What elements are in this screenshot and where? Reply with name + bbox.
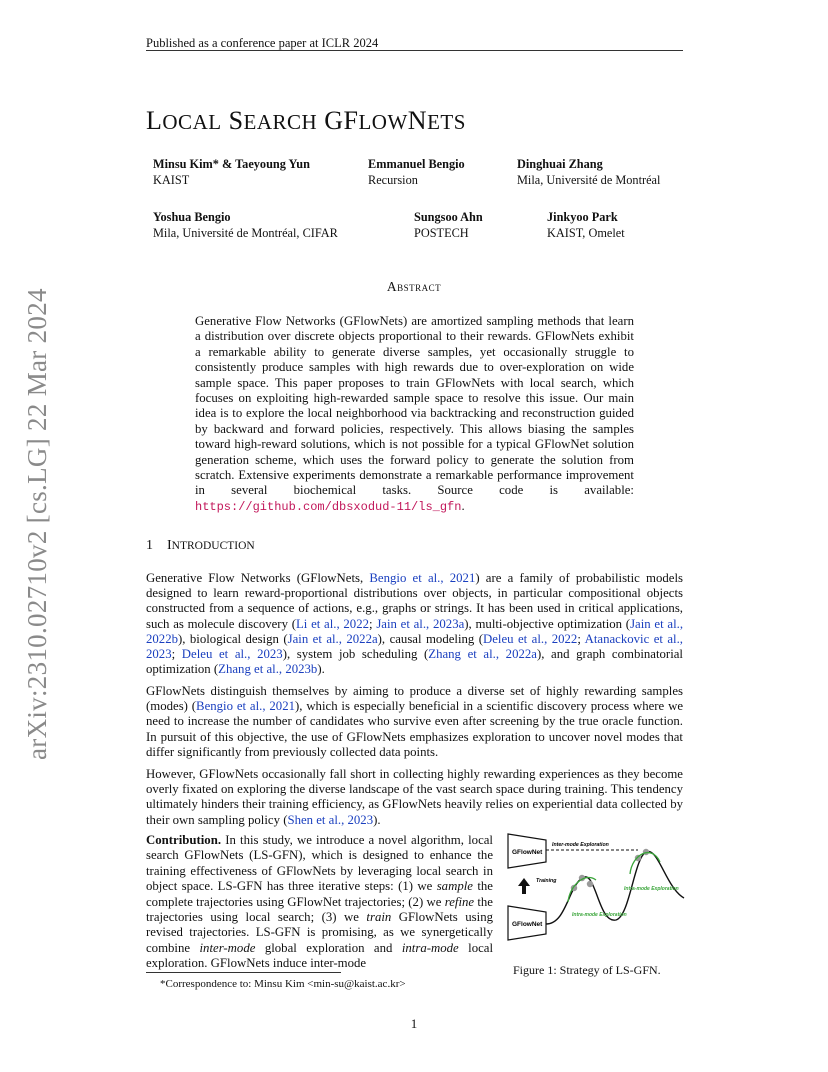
citation-link[interactable]: Bengio et al., 2021 bbox=[369, 571, 476, 585]
author-name: Yoshua Bengio bbox=[153, 210, 231, 224]
citation-link[interactable]: Bengio et al., 2021 bbox=[196, 699, 296, 714]
page-number: 1 bbox=[410, 1016, 418, 1031]
citation-link[interactable]: Atanackovic et al., 2023 bbox=[146, 631, 683, 662]
author-block bbox=[153, 156, 310, 188]
author-name: Jinkyoo Park bbox=[547, 210, 618, 224]
footnote-rule bbox=[146, 972, 341, 973]
paragraph-1: Generative Flow Networks (GFlowNets, Bengio et al., 2021) are a family of probabilistic models designed to learn reward-proportional distributions over objects, in particular compositional objects constructed from a sequence of actions, e.g., graphs or strings. It has been used in critical applications, such as molecule discovery (Li et al., 2022; Jain et al., 2023a), multi-objective optimization (Jain et al., 2022b), biological design (Jain et al., 2022a), causal modeling (Deleu et al., 2022; Atanackovic et al., 2023; Deleu et al., 2023), system job scheduling (Zhang et al., 2022a), and graph combinatorial optimization (Zhang et al., 2023b). bbox=[146, 571, 684, 677]
author-block bbox=[368, 156, 465, 188]
citation-link[interactable]: Jain et al., 2022b bbox=[146, 616, 684, 646]
running-head: Published as a conference paper at ICLR 2024 bbox=[146, 36, 379, 50]
author-affiliation: KAIST, Omelet bbox=[547, 226, 625, 240]
author-affiliation: Mila, Université de Montréal, CIFAR bbox=[153, 226, 338, 240]
gflownet-box-bottom bbox=[508, 906, 546, 940]
section-heading: 1 INTRODUCTION bbox=[146, 538, 255, 553]
intra-mode-label-bottom: Intra-mode Exploration bbox=[572, 912, 627, 918]
citation-link[interactable]: Jain et al., 2023a bbox=[376, 616, 465, 631]
author-affiliation: KAIST bbox=[153, 173, 190, 187]
paragraph-4: Contribution. In this study, we introduce a novel algorithm, local search GFlowNets (LS-GFN), which is designed to enhance the training effectiveness of GFlowNets by leveraging local search in object space. LS-GFN has three iterative steps: (1) we sample the complete trajectories using GFlowNet trajectories; (2) we refine the trajectories using local search; (3) we train GFlowNets using revised trajectories. LS-GFN is promising, as we synergetically combine inter-mode global exploration and intra-mode local exploration. GFlowNets induce inter-mode bbox=[146, 833, 494, 971]
footnote: *Correspondence to: Minsu Kim <min-su@kaist.ac.kr> bbox=[160, 978, 406, 990]
author-name: Sungsoo Ahn bbox=[414, 210, 483, 224]
citation-link[interactable]: Deleu et al., 2023 bbox=[181, 647, 283, 662]
author-name: Dinghuai Zhang bbox=[517, 157, 603, 171]
author-block bbox=[547, 209, 625, 241]
abstract-heading: Abstract bbox=[386, 279, 442, 294]
training-label: Training bbox=[536, 878, 557, 884]
inter-mode-label: Inter-mode Exploration bbox=[552, 842, 609, 848]
author-affiliation: POSTECH bbox=[414, 226, 469, 240]
abstract-text: Generative Flow Networks (GFlowNets) are amortized sampling methods that learn a distribution over discrete objects proportional to their rewards. GFlowNets exhibit a remarkable ability to generate diverse samples, yet occasionally struggle to consistently produce samples with high rewards due to over-exploration on wide sample space. This paper proposes to train GFlowNets with local search, which focuses on exploiting high-rewarded sample space to resolve this issue. Our main idea is to explore the local neighborhood via backtracking and reconstruction guided by backward and forward policies, respectively. This allows biasing the samples toward high-reward solutions, which is not possible for a typical GFlowNet solution generation scheme, which uses the forward policy to generate the solution from scratch. Extensive experiments demonstrate a remarkable performance improvement in several biochemical tasks. Source code is available: https://github.com/dbsxodud-11/ls_gfn. bbox=[195, 314, 634, 514]
arxiv-stamp: arXiv:2310.02710v2 [cs.LG] 22 Mar 2024 bbox=[22, 288, 52, 760]
author-block bbox=[153, 209, 338, 241]
author-block bbox=[517, 156, 660, 188]
author-affiliation: Mila, Université de Montréal bbox=[517, 173, 661, 187]
citation-link[interactable]: Zhang et al., 2022a bbox=[428, 647, 537, 662]
author-name: Minsu Kim* & Taeyoung Yun bbox=[153, 157, 310, 171]
training-arrow-icon bbox=[518, 878, 530, 894]
gflownet-box-top bbox=[508, 834, 546, 868]
paragraph-2: GFlowNets distinguish themselves by aiming to produce a diverse set of highly rewarding samples (modes) (Bengio et al., 2021), which is especially beneficial in a scientific discovery process where we need to increase the number of candidates who survive even after screening by the true oracle function. In pursuit of this objective, the use of GFlowNets emphasizes exploration to uncover novel modes that differ significantly from previously collected data points. bbox=[146, 684, 683, 759]
intra-mode-arc bbox=[630, 853, 660, 874]
citation-link[interactable]: Jain et al., 2022a bbox=[287, 631, 378, 646]
paper-title: LOCAL SEARCH GFLOWNETS bbox=[146, 106, 466, 135]
figure-caption: Figure 1: Strategy of LS-GFN. bbox=[513, 963, 661, 977]
figure-strategy-diagram bbox=[506, 828, 686, 952]
paragraph-3: However, GFlowNets occasionally fall short in collecting highly rewarding experiences as they become overly fixated on exploring the diverse landscape of the vast search space during training. This tendency ultimately hinders their training efficiency, as GFlowNets heavily relies on experiential data collected by their own sampling policy (Shen et al., 2023). bbox=[146, 767, 683, 827]
source-code-link[interactable]: https://github.com/dbsxodud-11/ls_gfn bbox=[195, 499, 462, 514]
citation-link[interactable]: Deleu et al., 2022 bbox=[483, 631, 578, 646]
author-block bbox=[414, 209, 483, 241]
citation-link[interactable]: Shen et al., 2023 bbox=[287, 812, 374, 827]
sample-dot bbox=[587, 881, 593, 887]
gflownet-bottom-label: GFlowNet bbox=[512, 921, 543, 928]
citation-link[interactable]: Li et al., 2022 bbox=[295, 616, 370, 631]
header-rule bbox=[146, 50, 683, 51]
intra-mode-label-right: Intra-mode Exploration bbox=[624, 886, 679, 892]
author-name: Emmanuel Bengio bbox=[368, 157, 465, 171]
gflownet-top-label: GFlowNet bbox=[512, 849, 543, 856]
citation-link[interactable]: Zhang et al., 2023b bbox=[218, 662, 318, 677]
author-affiliation: Recursion bbox=[368, 173, 418, 187]
